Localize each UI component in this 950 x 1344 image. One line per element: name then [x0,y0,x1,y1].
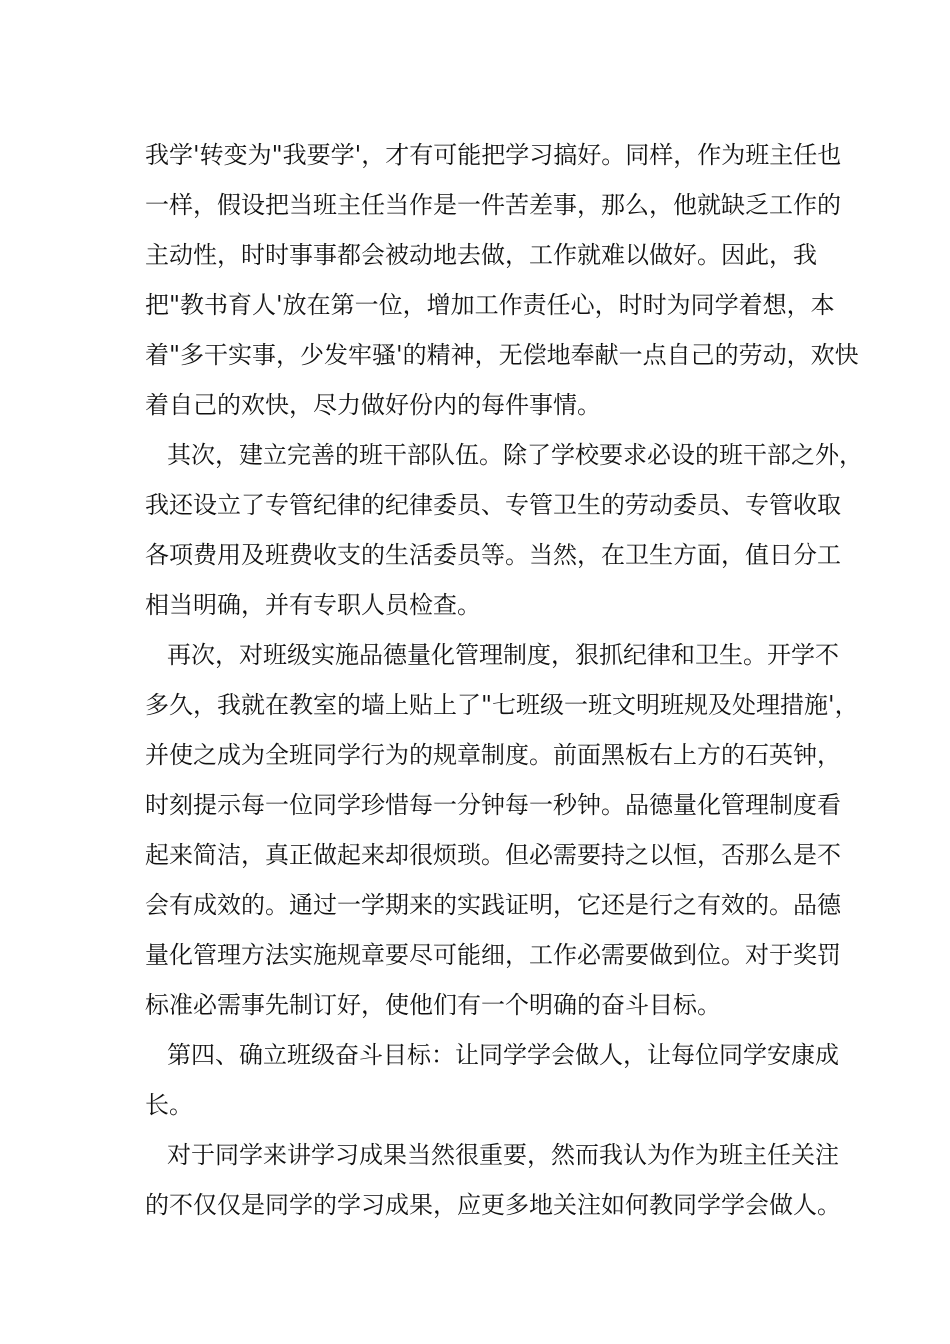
text-line: 会有成效的。通过一学期来的实践证明，它还是行之有效的。品德 [145,891,841,919]
text-line: 量化管理方法实施规章要尽可能细，工作必需要做到位。对于奖罚 [145,941,841,969]
text-line: 多久，我就在教室的墙上贴上了"七班级一班文明班规及处理措施'， [145,691,859,719]
text-line: 的不仅仅是同学的学习成果，应更多地关注如何教同学学会做人。 [145,1191,841,1219]
text-line: 各项费用及班费收支的生活委员等。当然，在卫生方面，值日分工 [145,541,841,569]
body-text [145,130,863,1230]
text-line: 我学'转变为"我要学'，才有可能把学习搞好。同样，作为班主任也 [145,141,842,169]
text-line: 第四、确立班级奋斗目标：让同学学会做人，让每位同学安康成 [167,1041,839,1069]
text-line: 标准必需事先制订好，使他们有一个明确的奋斗目标。 [145,991,721,1019]
text-line: 其次，建立完善的班干部队伍。除了学校要求必设的班干部之外， [167,441,863,469]
text-line: 着"多干实事，少发牢骚'的精神，无偿地奉献一点自己的劳动，欢快 [145,341,859,369]
text-line: 相当明确，并有专职人员检查。 [145,591,481,619]
text-line: 再次，对班级实施品德量化管理制度，狠抓纪律和卫生。开学不 [167,641,839,669]
text-line: 一样，假设把当班主任当作是一件苦差事，那么，他就缺乏工作的 [145,191,841,219]
text-line: 着自己的欢快，尽力做好份内的每件事情。 [145,391,601,419]
text-line: 对于同学来讲学习成果当然很重要，然而我认为作为班主任关注 [167,1141,839,1169]
text-line: 把"教书育人'放在第一位，增加工作责任心，时时为同学着想，本 [145,291,835,319]
text-line: 并使之成为全班同学行为的规章制度。前面黑板右上方的石英钟， [145,741,841,769]
text-line: 时刻提示每一位同学珍惜每一分钟每一秒钟。品德量化管理制度看 [145,791,841,819]
text-line: 我还设立了专管纪律的纪律委员、专管卫生的劳动委员、专管收取 [145,491,841,519]
text-line: 长。 [145,1091,193,1119]
text-line: 起来简洁，真正做起来却很烦琐。但必需要持之以恒，否那么是不 [145,841,841,869]
text-line: 主动性，时时事事都会被动地去做，工作就难以做好。因此，我 [145,241,817,269]
